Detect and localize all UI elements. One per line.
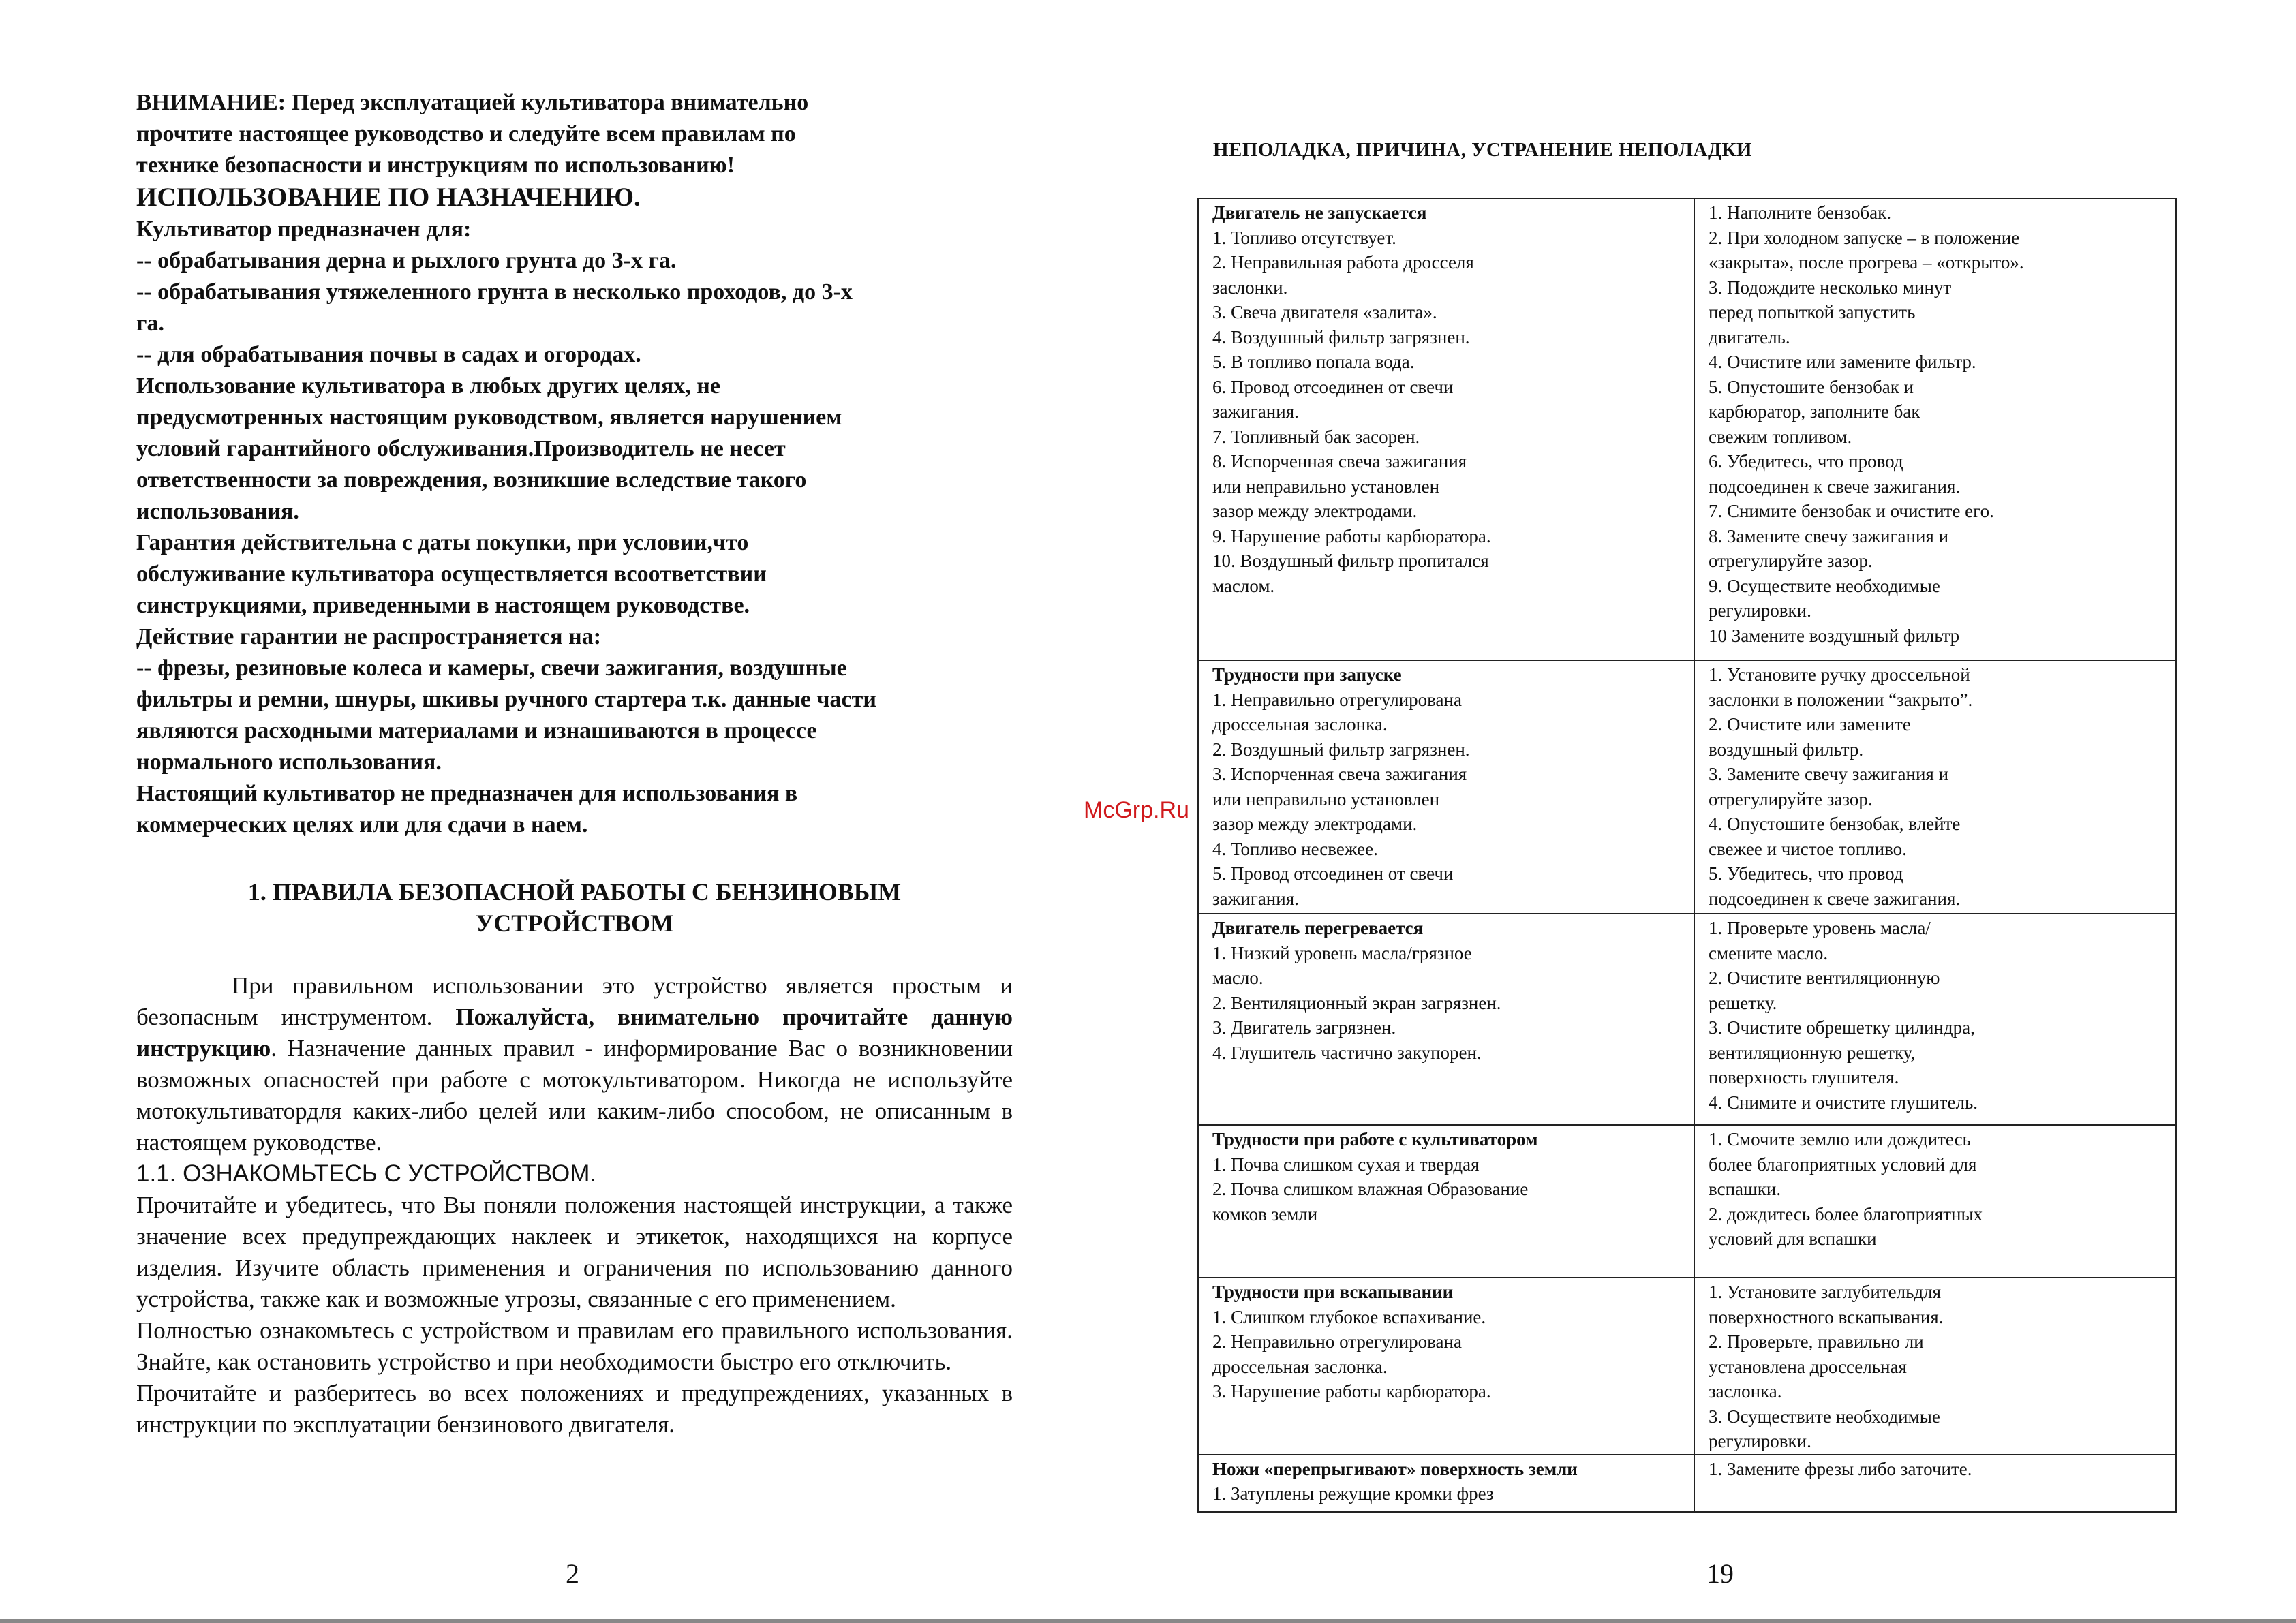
remedy-line: свежее и чистое топливо.: [1709, 838, 1907, 859]
remedy-line: регулировки.: [1709, 600, 1811, 621]
cause-cell: [1198, 1455, 1694, 1512]
section-title-line: 1. ПРАВИЛА БЕЗОПАСНОЙ РАБОТЫ С БЕНЗИНОВЫМ: [247, 878, 902, 906]
usage-line: Настоящий культиватор не предназначен для использования в: [136, 781, 798, 806]
remedy-line: карбюратор, заполните бак: [1709, 401, 1920, 422]
paragraph: Прочитайте и убедитесь, что Вы поняли положения настоящей инструкции, а также значение всех предупреждающих наклеек и этикеток, находящихся на корпусе изделия. Изучите область применения и ограничения по использованию данного устройства, также как и возможные угрозы, связанные с его применением.: [136, 1192, 1013, 1312]
remedy-line: условий для вспашки: [1709, 1228, 1877, 1249]
remedy-line: 2. Очистите или замените: [1709, 714, 1911, 735]
table-row: [1198, 1455, 2176, 1512]
cause-line: дроссельная заслонка.: [1212, 1356, 1388, 1377]
cause-line: 4. Топливо несвежее.: [1212, 838, 1378, 859]
usage-line: предусмотренных настоящим руководством, является нарушением: [136, 405, 842, 430]
cause-line: 2. Почва слишком влажная Образование: [1212, 1179, 1529, 1199]
table-row: [1198, 1125, 2176, 1278]
table-row: [1198, 198, 2176, 660]
remedy-cell: [1694, 1278, 2176, 1455]
cause-line: масло.: [1212, 968, 1264, 988]
usage-line: Использование культиватора в любых других целях, не: [136, 373, 720, 399]
cause-line: 1. Неправильно отрегулирована: [1212, 689, 1462, 710]
cause-line: 3. Испорченная свеча зажигания: [1212, 764, 1467, 784]
cause-line: 2. Неправильно отрегулирована: [1212, 1331, 1462, 1352]
usage-line: -- обрабатывания утяжеленного грунта в несколько проходов, до 3-х: [136, 279, 853, 305]
cause-line: зазор между электродами.: [1212, 501, 1418, 521]
remedy-line: 3. Подождите несколько минут: [1709, 277, 1952, 298]
remedy-line: 4. Опустошите бензобак, влейте: [1709, 814, 1961, 834]
usage-line: нормального использования.: [136, 749, 442, 775]
intro-bold: Пожалуйста, внимательно прочитайте данную инструкцию: [136, 1004, 1013, 1062]
warning-line: ВНИМАНИЕ: Перед эксплуатацией культиватора внимательно: [136, 90, 809, 115]
cause-line: 7. Топливный бак засорен.: [1212, 426, 1420, 447]
usage-lines: [136, 214, 1013, 841]
intro-end: . Назначение данных правил - информирование Вас о возникновении возможных опасностей при работе с мотокультиватором. Никогда не используйте мотокультиватордля каких-либо целей или каким-либо способом, не описанным в настоящем руководстве.: [136, 1035, 1013, 1156]
remedy-line: 5. Опустошите бензобак и: [1709, 376, 1914, 397]
remedy-line: 3. Замените свечу зажигания и: [1709, 764, 1949, 784]
remedy-line: 7. Снимите бензобак и очистите его.: [1709, 501, 1994, 521]
usage-line: -- для обрабатывания почвы в садах и огородах.: [136, 342, 641, 367]
remedy-line: 1. Проверьте уровень масла/: [1709, 918, 1931, 938]
remedy-cell: [1694, 660, 2176, 914]
remedy-line: 3. Очистите обрешетку цилиндра,: [1709, 1017, 1975, 1038]
usage-line: ответственности за повреждения, возникшие вследствие такого: [136, 467, 807, 493]
remedy-line: 1. Замените фрезы либо заточите.: [1709, 1458, 1972, 1479]
remedy-line: отрегулируйте зазор.: [1709, 788, 1873, 809]
remedy-line: 10 Замените воздушный фильтр: [1709, 625, 1960, 646]
table-row: [1198, 914, 2176, 1125]
remedy-line: 3. Осуществите необходимые: [1709, 1406, 1940, 1427]
problem-heading: Двигатель не запускается: [1212, 202, 1427, 223]
subsection-heading: 1.1. ОЗНАКОМЬТЕСЬ С УСТРОЙСТВОМ.: [136, 1160, 597, 1187]
cause-line: 6. Провод отсоединен от свечи: [1212, 376, 1454, 397]
cause-line: 1. Затуплены режущие кромки фрез: [1212, 1483, 1494, 1504]
remedy-line: вспашки.: [1709, 1179, 1781, 1199]
cause-line: 2. Неправильная работа дросселя: [1212, 252, 1474, 273]
remedy-line: 2. При холодном запуске – в положение: [1709, 227, 2020, 248]
usage-line: синструкциями, приведенными в настоящем руководстве.: [136, 593, 750, 618]
cause-line: 3. Двигатель загрязнен.: [1212, 1017, 1396, 1038]
remedy-line: заслонки в положении “закрыто”.: [1709, 689, 1973, 710]
cause-line: дроссельная заслонка.: [1212, 714, 1388, 735]
table-row: [1198, 660, 2176, 914]
cause-line: или неправильно установлен: [1212, 788, 1440, 809]
remedy-line: 6. Убедитесь, что провод: [1709, 451, 1903, 472]
remedy-cell: [1694, 1455, 2176, 1512]
paragraph: Прочитайте и разберитесь во всех положениях и предупреждениях, указанных в инструкции по эксплуатации бензинового двигателя.: [136, 1380, 1013, 1438]
remedy-line: 4. Снимите и очистите глушитель.: [1709, 1092, 1978, 1113]
remedy-line: перед попыткой запустить: [1709, 302, 1916, 322]
cause-line: 1. Низкий уровень масла/грязное: [1212, 942, 1472, 963]
problem-heading: Трудности при работе с культиватором: [1212, 1129, 1538, 1149]
remedy-line: установлена дроссельная: [1709, 1356, 1907, 1377]
intro-start: При правильном использовании это устройство является простым и безопасным инструментом.: [136, 972, 1013, 1030]
remedy-line: 2. дождитесь более благоприятных: [1709, 1203, 1983, 1224]
remedy-line: поверхность глушителя.: [1709, 1067, 1899, 1087]
remedy-line: 2. Проверьте, правильно ли: [1709, 1331, 1924, 1352]
problem-heading: Двигатель перегревается: [1212, 918, 1424, 938]
usage-line: являются расходными материалами и изнашиваются в процессе: [136, 718, 817, 743]
usage-line: га.: [136, 311, 164, 336]
remedy-line: подсоединен к свече зажигания.: [1709, 888, 1961, 909]
cause-line: зазор между электродами.: [1212, 814, 1418, 834]
usage-heading: ИСПОЛЬЗОВАНИЕ ПО НАЗНАЧЕНИЮ.: [136, 183, 641, 212]
troubleshooting-title: НЕПОЛАДКА, ПРИЧИНА, УСТРАНЕНИЕ НЕПОЛАДКИ: [1213, 139, 1752, 161]
cause-line: 1. Топливо отсутствует.: [1212, 227, 1396, 248]
cause-cell: [1198, 198, 1694, 660]
remedy-line: вентиляционную решетку,: [1709, 1042, 1916, 1063]
usage-line: Действие гарантии не распространяется на:: [136, 624, 602, 649]
section-title-line: УСТРОЙСТВОМ: [475, 910, 674, 937]
cause-line: 5. В топливо попала вода.: [1212, 352, 1415, 372]
cause-cell: [1198, 1278, 1694, 1455]
cause-line: 4. Воздушный фильтр загрязнен.: [1212, 326, 1470, 347]
remedy-line: 2. Очистите вентиляционную: [1709, 968, 1940, 988]
cause-line: зажигания.: [1212, 401, 1299, 422]
remedy-cell: [1694, 914, 2176, 1125]
cause-line: 1. Почва слишком сухая и твердая: [1212, 1154, 1480, 1175]
remedy-line: 9. Осуществите необходимые: [1709, 575, 1940, 596]
remedy-line: поверхностного вскапывания.: [1709, 1306, 1944, 1327]
cause-line: 3. Нарушение работы карбюратора.: [1212, 1381, 1491, 1402]
remedy-line: свежим топливом.: [1709, 426, 1852, 447]
remedy-line: 1. Наполните бензобак.: [1709, 202, 1892, 223]
remedy-cell: [1694, 1125, 2176, 1278]
usage-line: фильтры и ремни, шнуры, шкивы ручного стартера т.к. данные части: [136, 687, 876, 712]
remedy-line: 1. Смочите землю или дождитесь: [1709, 1129, 1971, 1149]
cause-line: 8. Испорченная свеча зажигания: [1212, 451, 1467, 472]
usage-line: использования.: [136, 499, 299, 524]
remedy-line: воздушный фильтр.: [1709, 739, 1864, 760]
usage-line: -- фрезы, резиновые колеса и камеры, свечи зажигания, воздушные: [136, 655, 847, 681]
usage-line: условий гарантийного обслуживания.Производитель не несет: [136, 436, 786, 461]
problem-heading: Трудности при запуске: [1212, 664, 1402, 685]
cause-cell: [1198, 660, 1694, 914]
remedy-cell: [1694, 198, 2176, 660]
usage-line: Культиватор предназначен для:: [136, 217, 472, 242]
cause-line: 4. Глушитель частично закупорен.: [1212, 1042, 1482, 1063]
body-text: [136, 970, 1013, 1440]
remedy-line: двигатель.: [1709, 326, 1790, 347]
cause-line: 1. Слишком глубокое вспахивание.: [1212, 1306, 1486, 1327]
page-number-right: 19: [1706, 1558, 1734, 1589]
bottom-divider: [0, 1619, 2296, 1623]
cause-line: или неправильно установлен: [1212, 476, 1440, 497]
page-number-left: 2: [566, 1558, 579, 1589]
usage-line: Гарантия действительна с даты покупки, при условии,что: [136, 530, 749, 555]
cause-line: 9. Нарушение работы карбюратора.: [1212, 525, 1491, 546]
cause-line: маслом.: [1212, 575, 1275, 596]
cause-line: 2. Воздушный фильтр загрязнен.: [1212, 739, 1470, 760]
intro-paragraph: [136, 970, 1013, 1158]
warning-line: прочтите настоящее руководство и следуйте всем правилам по: [136, 121, 796, 146]
remedy-line: 1. Установите ручку дроссельной: [1709, 664, 1970, 685]
troubleshooting-table: [1197, 198, 2177, 1513]
remedy-line: 5. Убедитесь, что провод: [1709, 863, 1903, 884]
remedy-line: 8. Замените свечу зажигания и: [1709, 525, 1949, 546]
remedy-line: «закрыта», после прогрева – «открыто».: [1709, 252, 2024, 273]
cause-line: 2. Вентиляционный экран загрязнен.: [1212, 992, 1501, 1013]
remedy-line: 4. Очистите или замените фильтр.: [1709, 352, 1976, 372]
cause-line: комков земли: [1212, 1203, 1318, 1224]
usage-line: обслуживание культиватора осуществляется всоответствии: [136, 561, 767, 587]
cause-cell: [1198, 1125, 1694, 1278]
warning-line: технике безопасности и инструкциям по использованию!: [136, 153, 735, 178]
problem-heading: Трудности при вскапывании: [1212, 1282, 1454, 1302]
remedy-line: решетку.: [1709, 992, 1777, 1013]
remedy-line: подсоединен к свече зажигания.: [1709, 476, 1961, 497]
watermark: McGrp.Ru: [1084, 797, 1189, 823]
warning-block: [136, 87, 1013, 841]
cause-line: 5. Провод отсоединен от свечи: [1212, 863, 1454, 884]
remedy-line: более благоприятных условий для: [1709, 1154, 1977, 1175]
section-title: [136, 876, 1013, 939]
remedy-line: смените масло.: [1709, 942, 1828, 963]
cause-line: 10. Воздушный фильтр пропитался: [1212, 551, 1489, 571]
usage-line: коммерческих целях или для сдачи в наем.: [136, 812, 588, 837]
remedy-line: регулировки.: [1709, 1431, 1811, 1451]
remedy-line: заслонка.: [1709, 1381, 1782, 1402]
cause-cell: [1198, 914, 1694, 1125]
paragraph: Полностью ознакомьтесь с устройством и правилам его правильного использования. Знайте, как остановить устройство и при необходимости быстро его отключить.: [136, 1317, 1013, 1375]
usage-line: -- обрабатывания дерна и рыхлого грунта до 3-х га.: [136, 248, 677, 273]
left-page: [136, 87, 1013, 1440]
cause-line: заслонки.: [1212, 277, 1288, 298]
remedy-line: отрегулируйте зазор.: [1709, 551, 1873, 571]
cause-line: зажигания.: [1212, 888, 1299, 909]
cause-line: 3. Свеча двигателя «залита».: [1212, 302, 1437, 322]
remedy-line: 1. Установите заглубительдля: [1709, 1282, 1942, 1302]
problem-heading: Ножи «перепрыгивают» поверхность земли: [1212, 1458, 1578, 1479]
table-row: [1198, 1278, 2176, 1455]
